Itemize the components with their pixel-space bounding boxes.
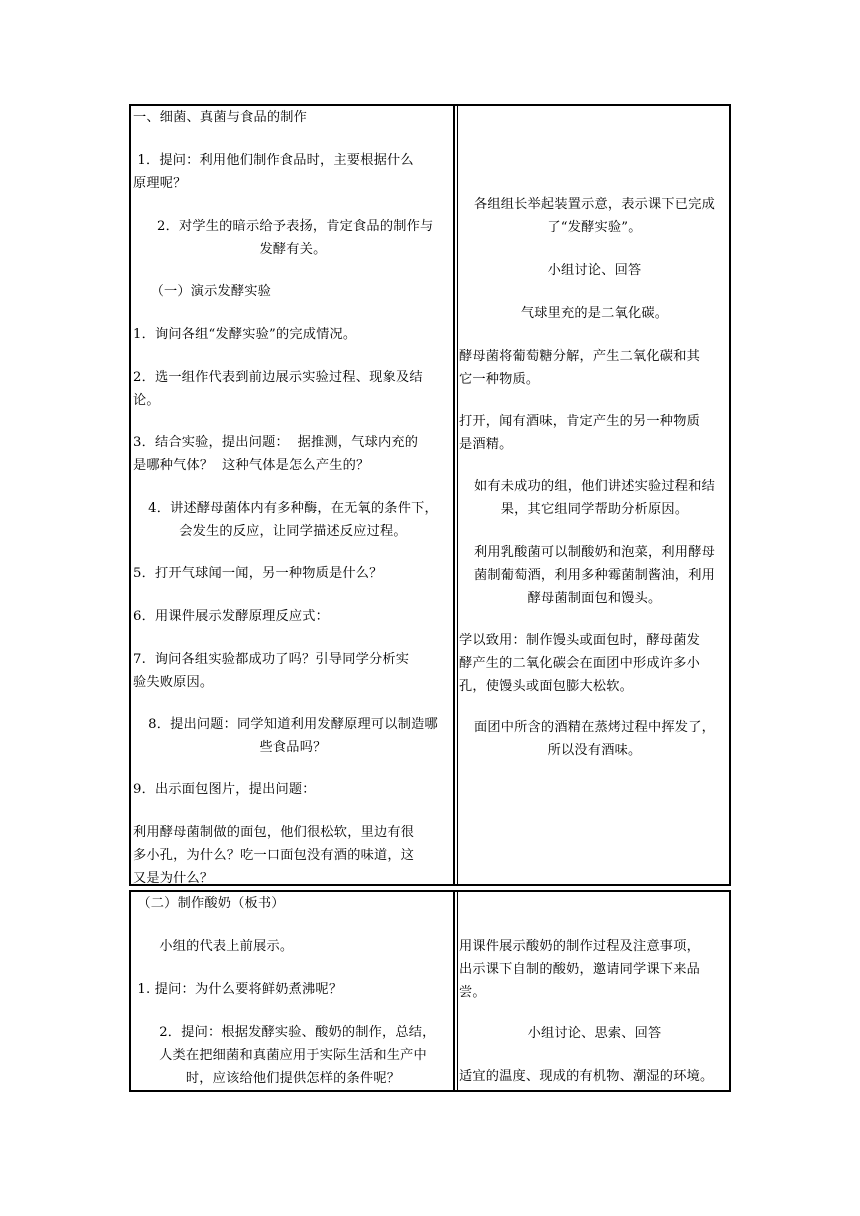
- teacher-paragraph: 1. 提问：为什么要将鲜奶煮沸呢？: [133, 982, 343, 997]
- student-paragraph: 用课件展示酸奶的制作过程及注意事项， 出示课下自制的酸奶，邀请同学课下来品 尝。: [459, 939, 700, 1000]
- student-paragraph: 如有未成功的组，他们讲述实验过程和结 果，其它组同学帮助分析原因。: [474, 479, 715, 517]
- student-paragraph: 利用乳酸菌可以制酸奶和泡菜，利用酵母 菌制葡萄酒，利用多种霉菌制酱油，利用 酵母菌制面包和馒头。: [474, 545, 715, 606]
- teacher-paragraph: 2．选一组作代表到前边展示实验过程、现象及结 论。: [133, 370, 423, 408]
- student-paragraph: 适宜的温度、现成的有机物、潮湿的环境。: [459, 1069, 714, 1084]
- student-paragraph: 各组组长举起装置示意，表示课下已完成 了“发酵实验”。: [474, 197, 715, 235]
- subsection-heading: （二）制作酸奶（板书）: [133, 896, 285, 911]
- teacher-paragraph: 3．结合实验，提出问题： 据推测，气球内充的 是哪种气体？ 这种气体是怎么产生的？: [133, 435, 419, 473]
- teacher-paragraph: 8．提出问题：同学知道利用发酵原理可以制造哪 些食品吗？: [148, 717, 438, 755]
- lesson-table-1: [129, 104, 731, 886]
- student-activities-cell: [457, 106, 729, 884]
- teacher-activities-cell: [131, 106, 455, 884]
- teacher-paragraph: 7. 询问各组实验都成功了吗？引导同学分析实 验失败原因。: [133, 652, 410, 690]
- student-paragraph: 小组讨论、思索、回答: [527, 1026, 662, 1041]
- section-heading: 一、细菌、真菌与食品的制作: [133, 110, 308, 125]
- teacher-activities-cell: [131, 892, 455, 1090]
- teacher-paragraph: 1．提问：利用他们制作食品时，主要根据什么 原理呢？: [133, 153, 414, 191]
- teacher-paragraph: 小组的代表上前展示。: [133, 939, 294, 954]
- student-paragraph: 面团中所含的酒精在蒸烤过程中挥发了， 所以没有酒味。: [474, 720, 715, 758]
- teacher-paragraph: 4．讲述酵母菌体内有多种酶，在无氧的条件下， 会发生的反应，让同学描述反应过程。: [148, 501, 438, 539]
- teacher-paragraph: 6．用课件展示发酵原理反应式：: [133, 609, 330, 624]
- teacher-paragraph: 1．询问各组“发酵实验”的完成情况。: [133, 327, 357, 342]
- student-paragraph: 学以致用：制作馒头或面包时，酵母菌发 酵产生的二氧化碳会在面团中形成许多小 孔，使馒头或面包膨大松软。: [459, 633, 700, 694]
- student-paragraph: 酵母菌将葡萄糖分解，产生二氧化碳和其 它一种物质。: [459, 349, 700, 387]
- teacher-paragraph: 9．出示面包图片，提出问题：: [133, 782, 316, 797]
- student-paragraph: 气球里充的是二氧化碳。: [520, 306, 669, 321]
- teacher-paragraph: 2．对学生的暗示给予表扬，肯定食品的制作与 发酵有关。: [157, 219, 434, 257]
- teacher-paragraph: 利用酵母菌制做的面包，他们很松软，里边有很 多小孔，为什么？吃一口面包没有酒的味道，这 又是为什么？: [133, 825, 415, 886]
- teacher-paragraph: 5．打开气球闻一闻，另一种物质是什么？: [133, 566, 383, 581]
- subsection-heading: （一）演示发酵实验: [133, 284, 272, 299]
- student-paragraph: 打开，闻有酒味，肯定产生的另一种物质 是酒精。: [459, 414, 700, 452]
- student-activities-cell: [457, 892, 729, 1090]
- teacher-paragraph: 2．提问：根据发酵实验、酸奶的制作，总结， 人类在把细菌和真菌应用于实际生活和生产中 时，应该给他们提供怎样的条件呢？: [159, 1025, 436, 1086]
- lesson-table-2: [129, 890, 731, 1092]
- student-paragraph: 小组讨论、回答: [547, 263, 642, 278]
